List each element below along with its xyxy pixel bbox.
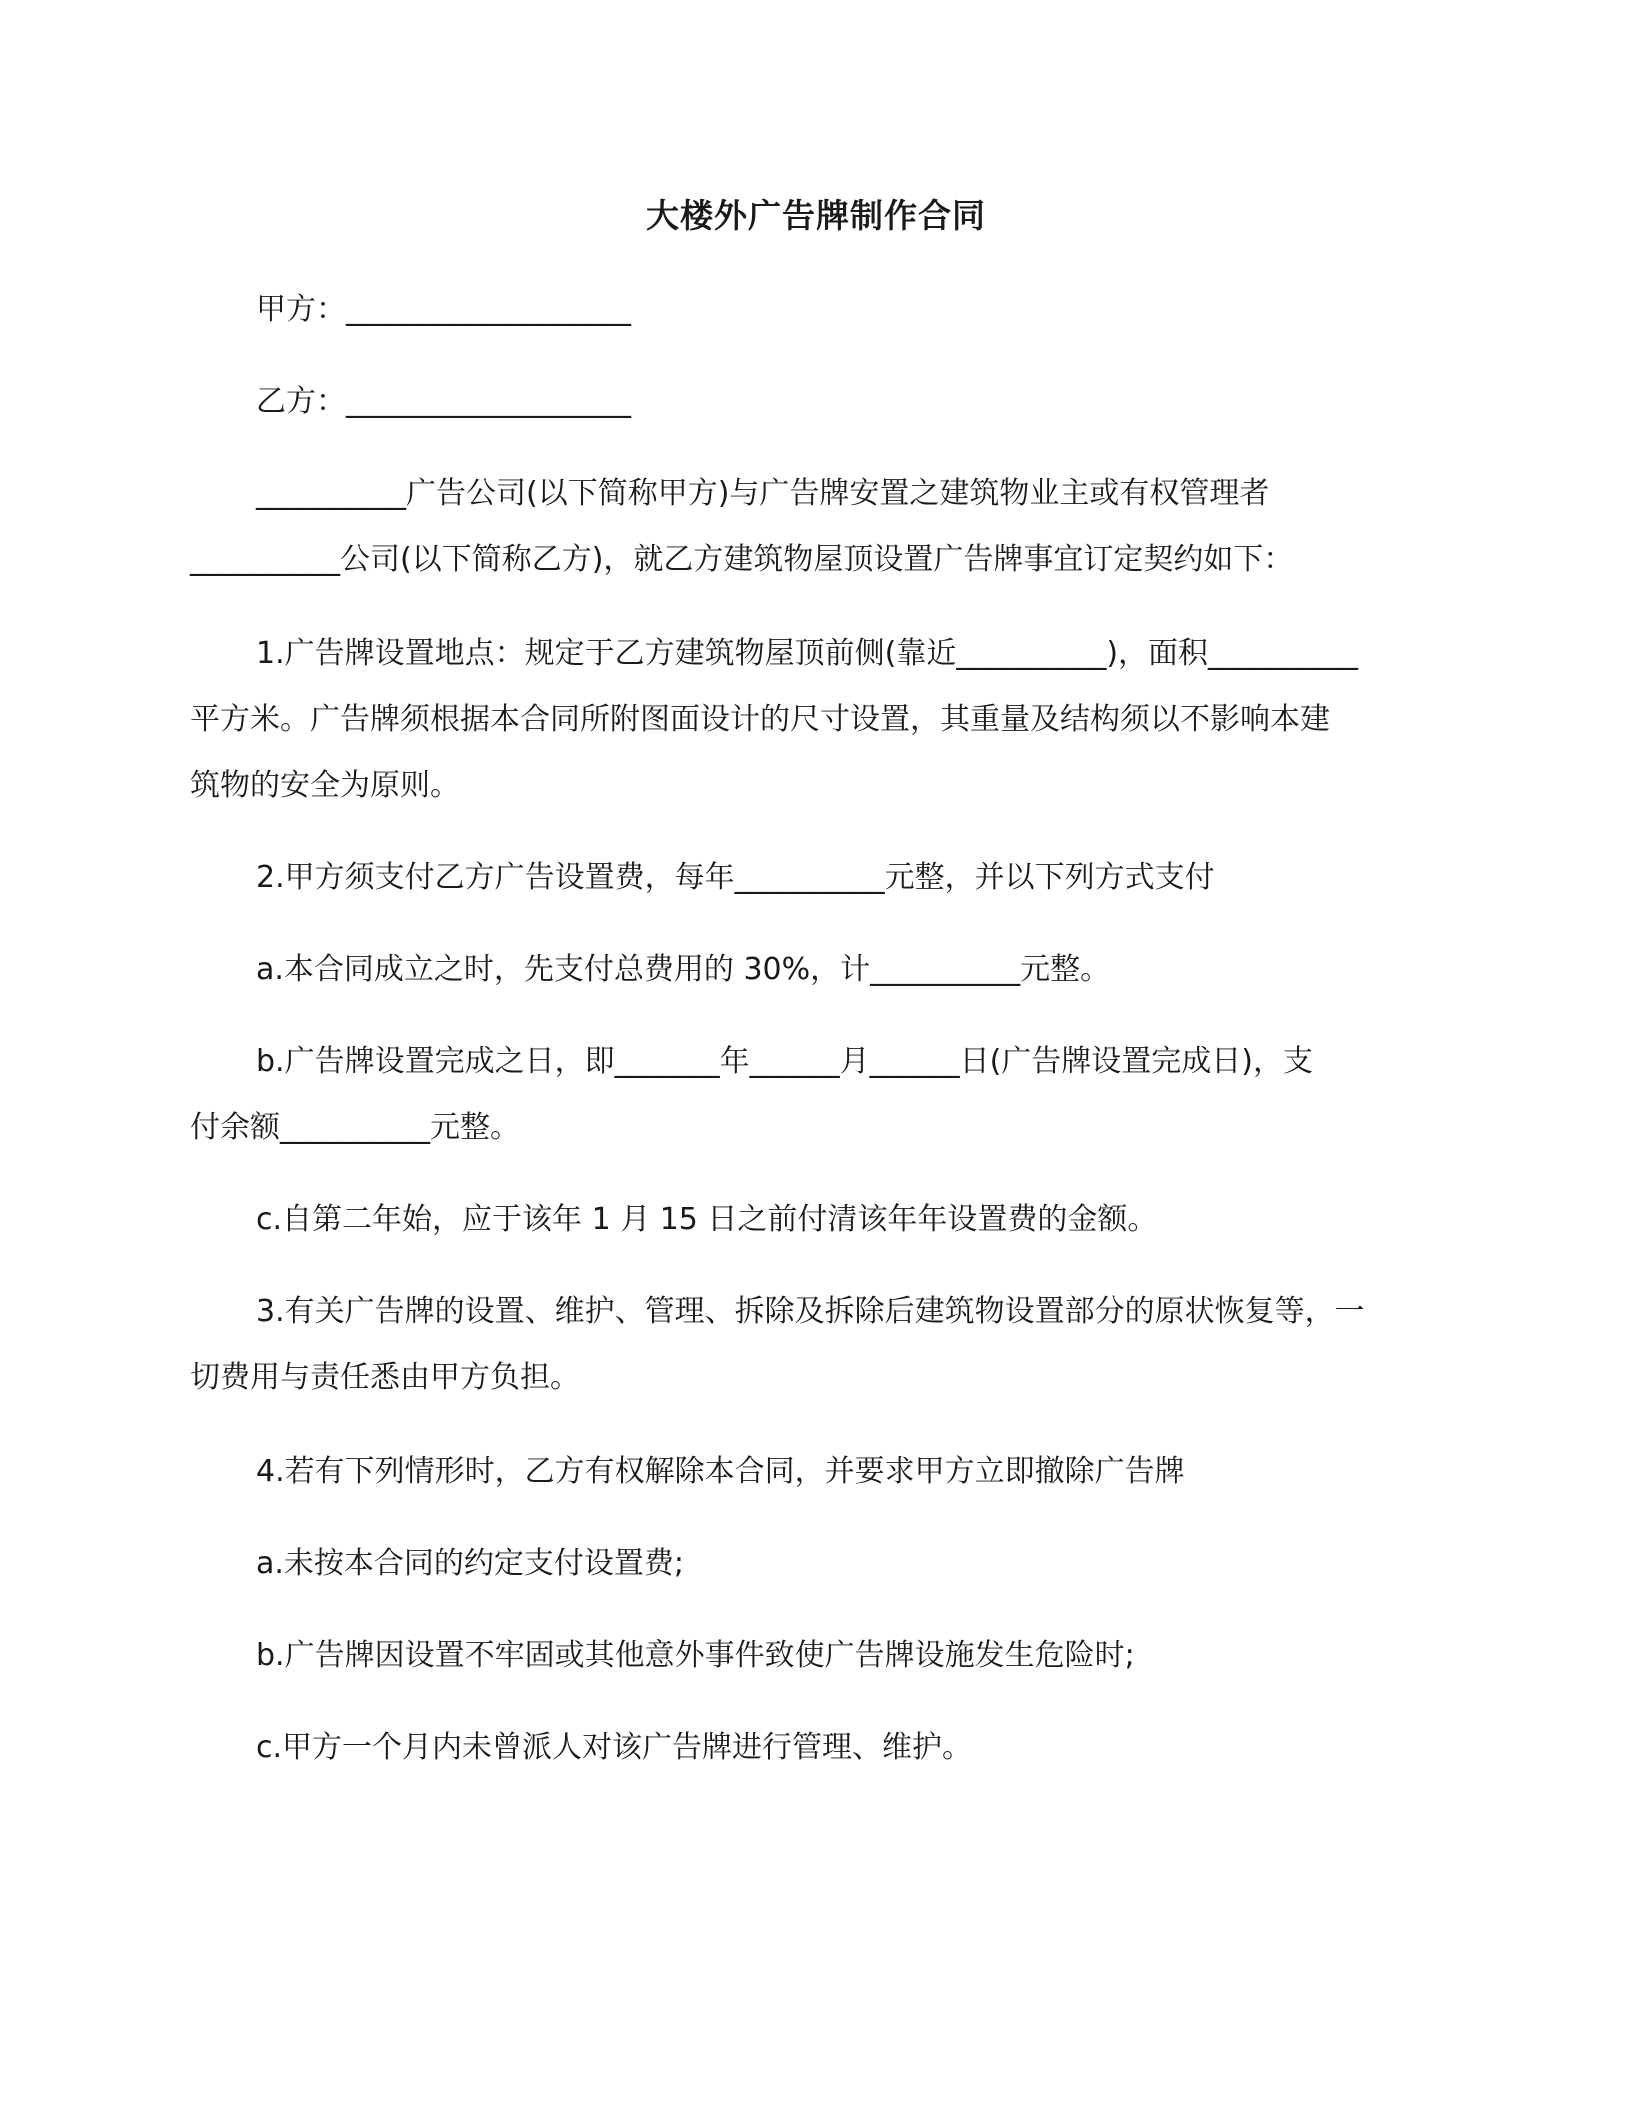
clause2-c-line: c.自第二年始，应于该年 1 月 15 日之前付清该年年设置费的金额。 xyxy=(256,1202,1158,1237)
clause3-line-2: 切费用与责任悉由甲方负担。 xyxy=(190,1360,580,1395)
document-title: 大楼外广告牌制作合同 xyxy=(646,196,986,235)
clause1-line-3: 筑物的安全为原则。 xyxy=(190,768,460,803)
clause4-line: 4.若有下列情形时，乙方有权解除本合同，并要求甲方立即撤除广告牌 xyxy=(256,1454,1185,1489)
party-a-line: 甲方：___________________ xyxy=(256,292,631,327)
clause4-b-line: b.广告牌因设置不牢固或其他意外事件致使广告牌设施发生危险时; xyxy=(256,1638,1135,1673)
clause3-line-1: 3.有关广告牌的设置、维护、管理、拆除及拆除后建筑物设置部分的原状恢复等，一 xyxy=(256,1294,1365,1329)
clause2-a-line: a.本合同成立之时，先支付总费用的 30%，计__________元整。 xyxy=(256,952,1111,987)
intro-line-2: __________公司(以下简称乙方)，就乙方建筑物屋顶设置广告牌事宜订定契约如下： xyxy=(190,542,1294,577)
clause2-line: 2.甲方须支付乙方广告设置费，每年__________元整，并以下列方式支付 xyxy=(256,860,1215,895)
clause1-line-2: 平方米。广告牌须根据本合同所附图面设计的尺寸设置，其重量及结构须以不影响本建 xyxy=(190,702,1330,737)
clause2-b-line-1: b.广告牌设置完成之日，即_______年______月______日(广告牌设置完成日)，支 xyxy=(256,1044,1313,1079)
clause2-b-line-2: 付余额__________元整。 xyxy=(190,1110,520,1145)
clause4-a-line: a.未按本合同的约定支付设置费; xyxy=(256,1546,685,1581)
clause1-line-1: 1.广告牌设置地点：规定于乙方建筑物屋顶前侧(靠近__________)，面积__________ xyxy=(256,636,1359,671)
party-b-line: 乙方：___________________ xyxy=(256,384,631,419)
intro-line-1: __________广告公司(以下简称甲方)与广告牌安置之建筑物业主或有权管理者 xyxy=(256,476,1270,511)
clause4-c-line: c.甲方一个月内未曾派人对该广告牌进行管理、维护。 xyxy=(256,1730,973,1765)
